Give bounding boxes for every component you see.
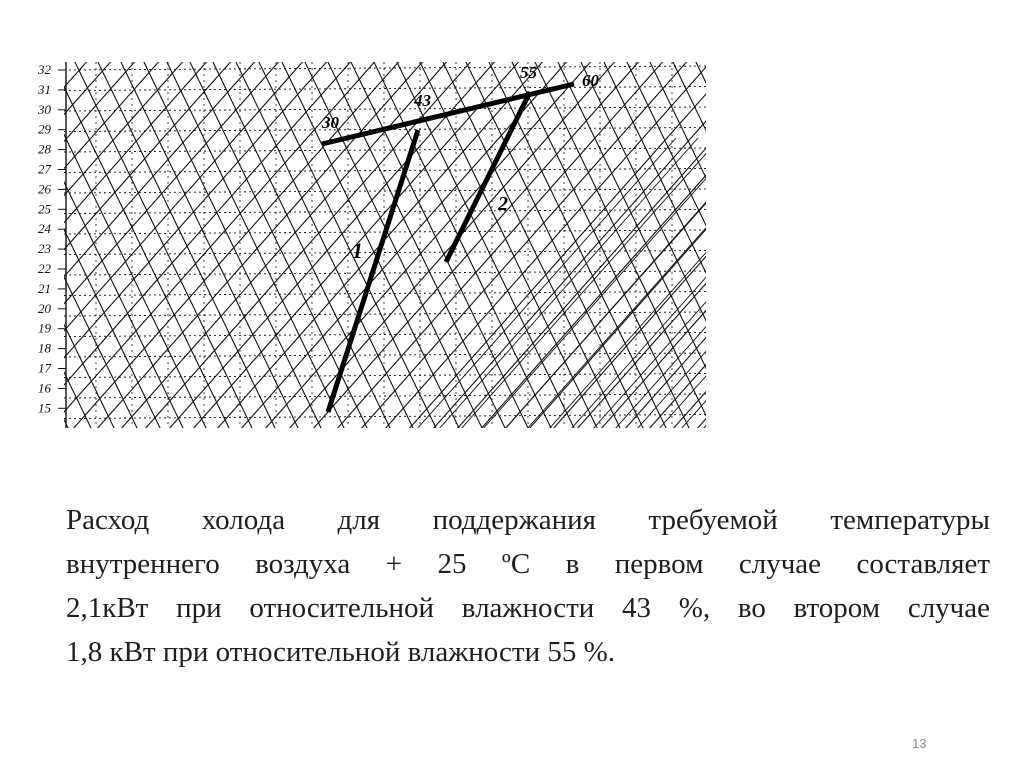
y-tick-label: 21 <box>38 280 51 296</box>
humidity-label-55: 55 <box>520 63 537 82</box>
humidity-label-43: 43 <box>414 91 431 110</box>
caption-paragraph <box>66 498 990 674</box>
y-tick-label: 18 <box>38 340 51 356</box>
y-tick-label: 22 <box>38 261 51 276</box>
caption-line-3: 2,1кВт при относительной влажности 43 %, во втором случае <box>66 592 990 624</box>
humidity-label-60: 60 <box>582 71 599 90</box>
y-tick-label: 15 <box>38 400 51 416</box>
y-tick-label: 31 <box>38 81 51 97</box>
psychrometric-diagram <box>36 58 708 430</box>
y-axis-ticks <box>37 62 66 415</box>
y-tick-label: 17 <box>38 360 51 376</box>
caption-line-2: внутреннего воздуха + 25 ºС в первом случае составляет <box>66 548 990 580</box>
process-line-2 <box>446 92 530 262</box>
diagram-grid <box>36 58 708 430</box>
y-tick-label: 19 <box>38 320 51 336</box>
y-tick-label: 29 <box>38 121 51 137</box>
y-tick-label: 30 <box>38 101 51 117</box>
page-number: 13 <box>912 736 927 751</box>
y-tick-label: 23 <box>38 241 51 257</box>
diagram-svg <box>36 58 708 430</box>
process-label-2: 2 <box>498 193 508 215</box>
humidity-label-30: 30 <box>322 113 339 132</box>
y-tick-label: 20 <box>38 300 51 316</box>
y-tick-label: 32 <box>38 62 51 77</box>
caption-line-4: 1,8 кВт при относительной влажности 55 %. <box>66 636 616 668</box>
y-tick-label: 28 <box>38 141 51 157</box>
state-line <box>322 84 574 144</box>
y-tick-label: 25 <box>38 201 51 217</box>
y-tick-label: 26 <box>38 181 51 197</box>
caption-line-1: Расход холода для поддержания требуемой температуры <box>66 504 990 536</box>
y-tick-label: 24 <box>38 221 51 237</box>
y-tick-label: 27 <box>38 161 51 177</box>
y-tick-label: 16 <box>38 380 51 396</box>
process-label-1: 1 <box>352 238 363 263</box>
